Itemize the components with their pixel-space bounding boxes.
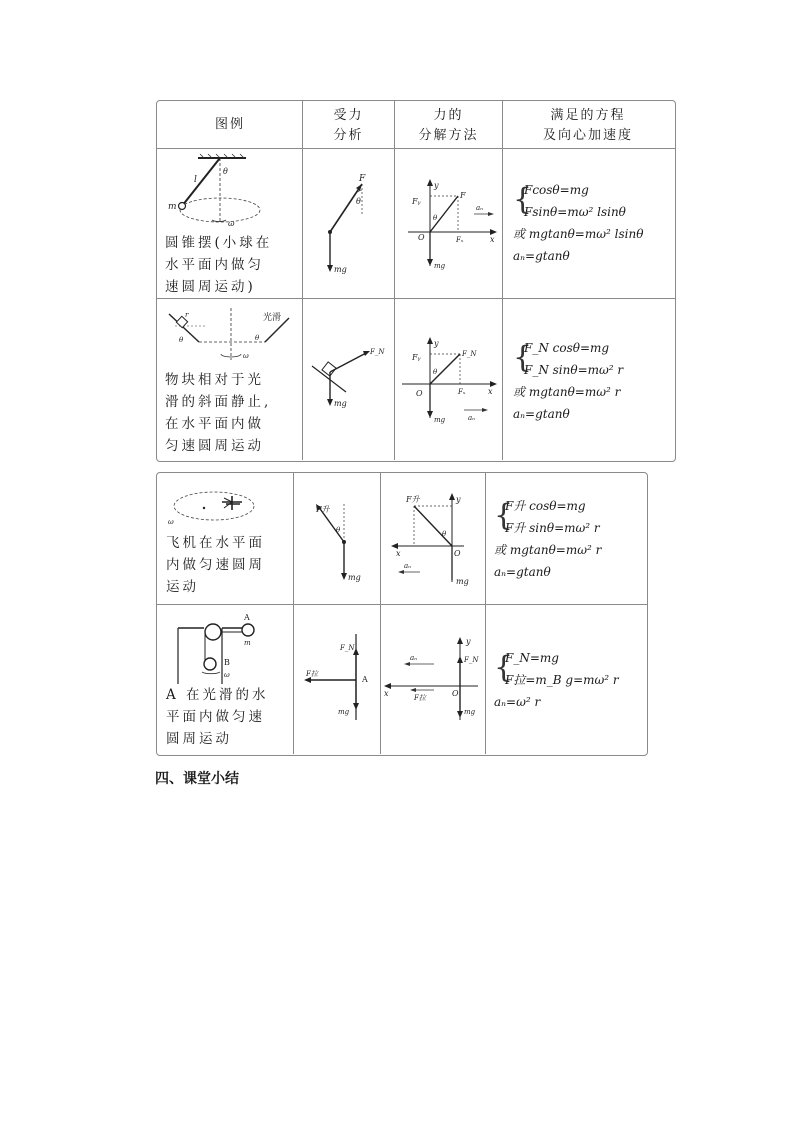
row3-decomposition-diagram bbox=[386, 490, 482, 588]
smooth-incline-figure bbox=[165, 304, 299, 364]
label-F: F bbox=[359, 174, 366, 184]
label-B: B bbox=[224, 658, 230, 667]
pulley-figure bbox=[168, 610, 288, 686]
label-Fx: Fₓ bbox=[458, 388, 466, 396]
label-Fpull: F拉 bbox=[414, 694, 426, 702]
eq-line: 或 mgtanθ=mω² lsinθ bbox=[513, 227, 644, 241]
label-O: O bbox=[454, 549, 461, 558]
label-theta: θ bbox=[442, 530, 447, 538]
table-col-divider bbox=[394, 101, 395, 460]
label-smooth: 光滑 bbox=[263, 313, 282, 323]
label-Fy: Fᵧ bbox=[412, 197, 421, 206]
label-A: A bbox=[244, 613, 250, 622]
conical-pendulum-figure bbox=[162, 152, 298, 232]
label-an: aₙ bbox=[410, 654, 418, 662]
label-theta: θ bbox=[336, 526, 341, 534]
label-mg: mg bbox=[334, 265, 347, 274]
row2-decomposition-diagram bbox=[398, 334, 500, 426]
eq-line: F_N sinθ=mω² r bbox=[524, 363, 624, 377]
airplane-figure bbox=[162, 480, 290, 530]
label-Flift: F升 bbox=[316, 505, 330, 514]
label-an: aₙ bbox=[476, 204, 484, 212]
header-equations: 满足的方程 及向心加速度 bbox=[542, 108, 633, 143]
table-col-divider bbox=[302, 101, 303, 460]
row1-equations: { Fcosθ=mg Fsinθ=mω² lsinθ 或 mgtanθ=mω² lsinθ aₙ=gtanθ bbox=[513, 180, 673, 270]
label-theta: θ bbox=[179, 336, 184, 344]
label-A: A bbox=[362, 675, 368, 684]
label-theta: θ bbox=[255, 334, 260, 342]
label-y: y bbox=[466, 637, 471, 646]
eq-line: F_N=mg bbox=[505, 651, 559, 665]
label-mg: mg bbox=[338, 708, 350, 716]
label-theta: θ bbox=[433, 214, 438, 222]
label-Fy: Fᵧ bbox=[412, 353, 421, 362]
eq-line: aₙ=gtanθ bbox=[513, 249, 570, 263]
eq-line: F_N cosθ=mg bbox=[524, 341, 610, 355]
label-O: O bbox=[452, 689, 459, 698]
label-Fx: Fₓ bbox=[456, 236, 464, 244]
section-title: 四、课堂小结 bbox=[155, 771, 239, 787]
eq-line: F拉=m_B g=mω² r bbox=[505, 673, 619, 687]
row1-decomposition-diagram bbox=[398, 176, 500, 276]
row2-force-diagram bbox=[308, 340, 392, 416]
label-omega: ω bbox=[228, 219, 235, 228]
table-row-divider bbox=[157, 298, 675, 299]
label-an: aₙ bbox=[468, 414, 476, 422]
label-Flift: F升 bbox=[406, 495, 420, 504]
row4-description: A 在光滑的水 平面内做匀速 圆周运动 bbox=[166, 687, 269, 747]
table-row-divider bbox=[157, 148, 675, 149]
row1-description: 圆锥摆(小球在 水平面内做匀 速圆周运动) bbox=[165, 235, 273, 295]
header-force-analysis: 受力 分析 bbox=[333, 108, 364, 143]
label-l: l bbox=[194, 175, 197, 185]
label-Fpull: F拉 bbox=[306, 670, 318, 678]
label-theta: θ bbox=[433, 368, 438, 376]
label-mg: mg bbox=[456, 577, 469, 586]
eq-line: Fcosθ=mg bbox=[524, 183, 589, 197]
label-x: x bbox=[490, 235, 495, 244]
label-x: x bbox=[396, 549, 401, 558]
table-col-divider bbox=[380, 473, 381, 754]
label-y: y bbox=[434, 339, 439, 348]
label-mg: mg bbox=[434, 262, 446, 270]
eq-line: 或 mgtanθ=mω² r bbox=[513, 385, 621, 399]
label-F: F bbox=[460, 191, 466, 200]
table-col-divider bbox=[485, 473, 486, 754]
table-col-divider bbox=[502, 101, 503, 460]
label-x: x bbox=[488, 387, 493, 396]
label-O: O bbox=[416, 389, 423, 398]
label-FN: F_N bbox=[340, 644, 355, 652]
eq-line: F升 cosθ=mg bbox=[505, 499, 586, 513]
header-diagram: 图例 bbox=[214, 117, 245, 132]
label-y: y bbox=[434, 181, 439, 190]
label-mg: mg bbox=[434, 416, 446, 424]
row2-description: 物块相对于光 滑的斜面静止, 在水平面内做 匀速圆周运动 bbox=[165, 372, 272, 454]
label-r: r bbox=[185, 311, 189, 319]
row3-description: 飞机在水平面 内做匀速圆周 运动 bbox=[166, 535, 265, 595]
row4-force-diagram bbox=[296, 632, 378, 722]
label-O: O bbox=[418, 233, 425, 242]
row3-force-diagram bbox=[300, 494, 378, 588]
label-omega: ω bbox=[224, 671, 230, 679]
row1-force-diagram bbox=[306, 170, 390, 280]
label-omega: ω bbox=[168, 518, 174, 526]
eq-line: Fsinθ=mω² lsinθ bbox=[524, 205, 626, 219]
label-theta: θ bbox=[223, 167, 228, 176]
eq-line: aₙ=gtanθ bbox=[494, 565, 551, 579]
table-col-divider bbox=[293, 473, 294, 754]
label-x: x bbox=[384, 689, 389, 698]
eq-line: aₙ=gtanθ bbox=[513, 407, 570, 421]
label-FN: F_N bbox=[462, 350, 477, 358]
label-m: m bbox=[244, 639, 251, 647]
eq-line: aₙ=ω² r bbox=[494, 695, 541, 709]
label-m: m bbox=[168, 202, 177, 212]
label-FN: F_N bbox=[464, 656, 479, 664]
label-mg: mg bbox=[334, 399, 347, 408]
label-FN: F_N bbox=[370, 348, 385, 356]
eq-line: F升 sinθ=mω² r bbox=[505, 521, 600, 535]
label-omega: ω bbox=[243, 352, 249, 360]
label-theta: θ bbox=[356, 197, 361, 206]
row2-equations: { F_N cosθ=mg F_N sinθ=mω² r 或 mgtanθ=mω² r aₙ=gtanθ bbox=[513, 338, 673, 428]
label-mg: mg bbox=[464, 708, 476, 716]
header-decomposition: 力的 分解方法 bbox=[418, 108, 479, 143]
table-row-divider bbox=[157, 604, 647, 605]
label-y: y bbox=[456, 495, 461, 504]
row3-equations: { F升 cosθ=mg F升 sinθ=mω² r 或 mgtanθ=mω² r aₙ=gtanθ bbox=[494, 496, 644, 586]
eq-line: 或 mgtanθ=mω² r bbox=[494, 543, 602, 557]
label-mg: mg bbox=[348, 573, 361, 582]
row4-equations: { F_N=mg F拉=m_B g=mω² r aₙ=ω² r bbox=[494, 648, 644, 718]
label-an: aₙ bbox=[404, 562, 412, 570]
row4-decomposition-diagram bbox=[382, 630, 482, 724]
